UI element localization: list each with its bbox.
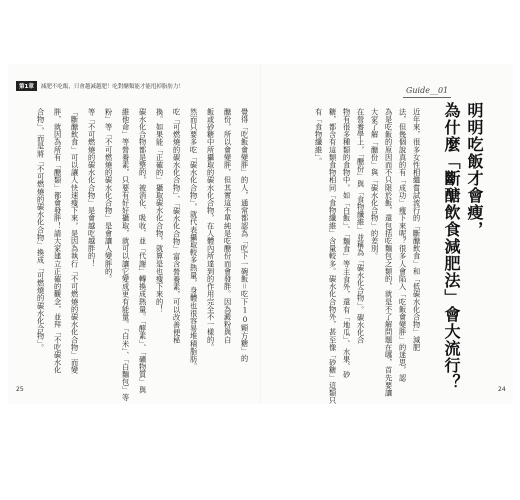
running-header <box>16 80 184 92</box>
left-page-text-column: 等「不可燃燒的碳水化合物」是會越吃越胖的！ <box>87 108 97 268</box>
left-page-text-column: 然而只要多吃「碳水化合物」，就代表攝取較多熱量，身體也很容易堆積脂肪。 <box>189 108 199 371</box>
left-page-text-column: 胖，就因為所有「醣類」都會發胖！請大家建立正確的觀念，並拜「不吃碳水化 <box>53 108 63 374</box>
left-page-text-column: 覺得「吃飯會變胖」的人，通常都認為「吃下一碗飯＝吃下10顆方糖」的 <box>240 108 250 363</box>
left-page-text-column: 合物」，而是將「不可燃燒的碳水化合物」換成「可燃燒的碳水化合物」。 <box>36 108 46 352</box>
left-page-text-column: 碳水化合物都是整的，被消化、吸收、並「代謝」轉換成熱量。「酵素」、「礦物質」與 <box>138 108 148 394</box>
right-page-text-column: 為是吃飯的原因而不只限於飯，還包括吃麵包之類的，就是不了解問題在哪，首先要讓 <box>384 108 394 397</box>
left-page-text-column: 粉」等「不可燃燒的碳水化合物」是會讓人變胖的。 <box>104 108 114 283</box>
left-page-text-column: 醣份，所以會變胖，但其實這不單純是吃醣份而會發胖。因為澱粉與白 <box>223 108 233 344</box>
article-title-line1: 明明吃飯才會瘦， <box>465 102 484 238</box>
left-page-text-column: 換。如果能「正確的」攝取碳水化合物，就算是也瘦下來的！ <box>155 108 165 314</box>
page-number-right: 24 <box>498 386 506 393</box>
page-gutter <box>260 64 261 404</box>
right-page-text-column: 在營養學上，「醣份」與「食物纖維」並稱為「碳水化合物」。碳水化合 <box>356 108 366 344</box>
right-page-text-column: 有「食物纖維」。 <box>314 108 324 166</box>
left-page-text-column: 飯或砂糖中所攝取的碳水化合物，在人體內所達到的作用完全不一樣的。 <box>206 108 216 352</box>
left-page-text-column: 「斷醣飲食」可以讓人快速瘦下來，是因為執行「不可燃燒的碳水化合物」而變 <box>70 108 80 374</box>
right-page-text-column: 法，但幾個說真的有「成功」瘦下來呢？很多人會陷入「吃飯會變胖」的迷思，認 <box>398 108 408 382</box>
right-page-text-column: 物有很多種類的食物中，如「白飯」、「麵食」等主食外，還有「地瓜」、水果、砂 <box>342 108 352 379</box>
right-page-text-column: 大家了解「醣份」與「碳水化合物」的差別。 <box>370 108 380 260</box>
left-page-text-column: 吃「可燃燒的碳水化合物」、「碳水化合物」富含營養素，可以改善便秘 <box>172 108 182 344</box>
chapter-badge: 第1章 <box>16 81 37 91</box>
page-number-left: 25 <box>16 386 24 393</box>
right-page-text-column: 糖，都含有這類食物相同「食物纖維」含量較多。碳水化合物外，甚至像「砂糖」這類只 <box>328 108 338 405</box>
book-spread <box>8 64 513 404</box>
running-title: 減肥不吃飯，只會越減越肥！吃對醣類能才能甩掉脂肪力！ <box>40 84 184 90</box>
article-title-line2: 為什麼「斷醣飲食減肥法」會大流行？ <box>442 102 461 391</box>
guide-label: Guide__01 <box>406 86 449 95</box>
guide-rule <box>403 97 451 98</box>
left-page-text-column: 維他命」等營養素，只要有好好攝取，就可以讓它變成更有能量。「白米」、「白麵包」等 <box>121 108 131 402</box>
right-page-text-column: 近年來，很多女性相繼嘗試流行的「斷醣飲食」和「低碳水化合物」減肥 <box>412 108 422 352</box>
